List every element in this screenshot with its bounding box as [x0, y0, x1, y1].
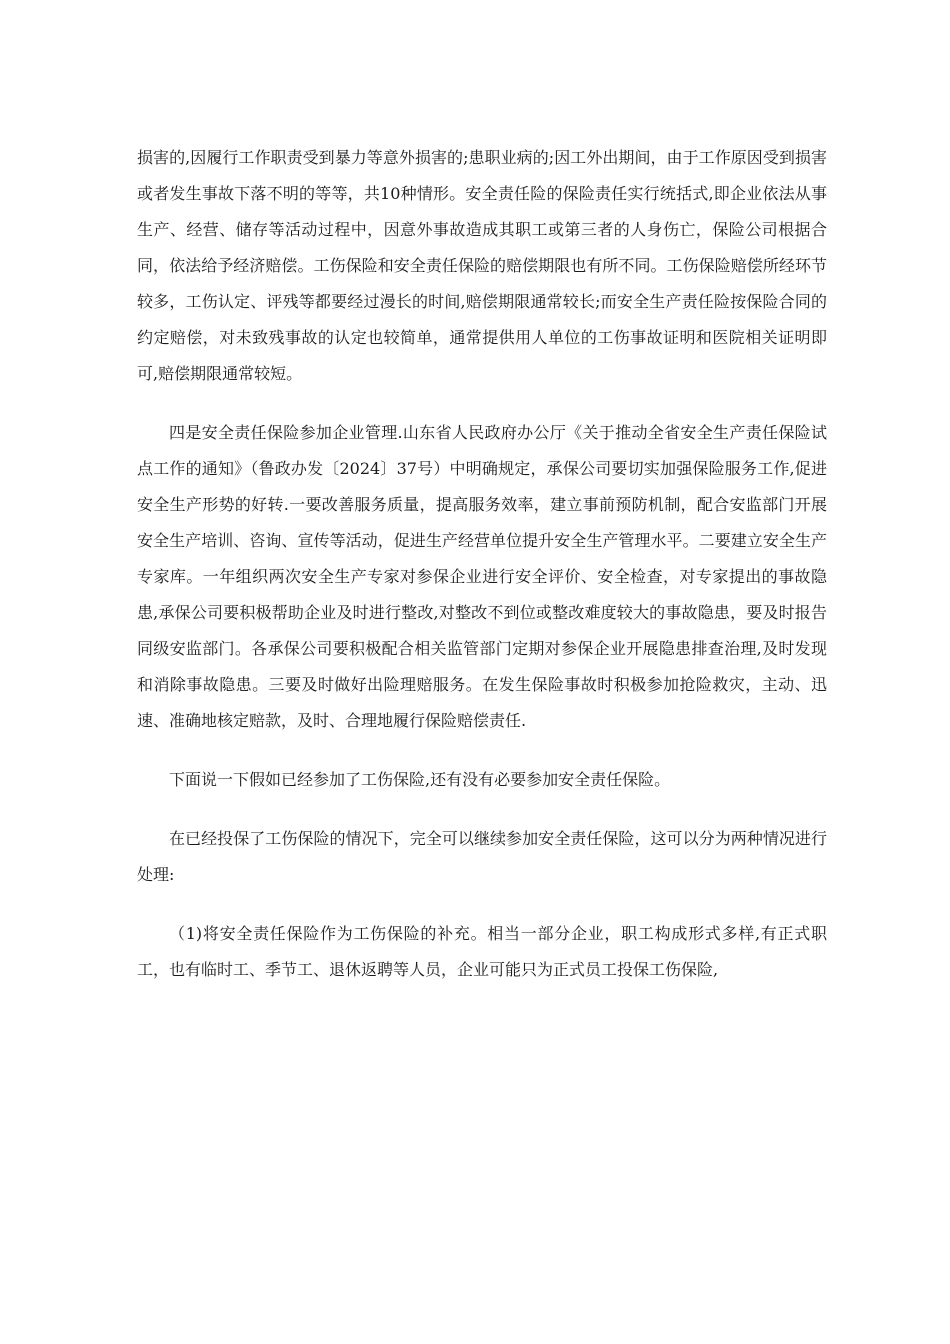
paragraph-4: 在已经投保了工伤保险的情况下，完全可以继续参加安全责任保险，这可以分为两种情况进行处理: [137, 829, 827, 884]
paragraph-5: （1)将安全责任保险作为工伤保险的补充。相当一部分企业，职工构成形式多样,有正式职工，也有临时工、季节工、退休返聘等人员，企业可能只为正式员工投保工伤保险, [137, 924, 827, 979]
paragraph-2: 四是安全责任保险参加企业管理.山东省人民政府办公厅《关于推动全省安全生产责任保险试点工作的通知》（鲁政办发〔2024〕37号）中明确规定，承保公司要切实加强保险服务工作,促进安全生产形势的好转.一要改善服务质量，提高服务效率，建立事前预防机制，配合安监部门开展安全生产培训、咨询、宣传等活动，促进生产经营单位提升安全生产管理水平。二要建立安全生产专家库。一年组织两次安全生产专家对参保企业进行安全评价、安全检查，对专家提出的事故隐患,承保公司要积极帮助企业及时进行整改,对整改不到位或整改难度较大的事故隐患，要及时报告同级安监部门。各承保公司要积极配合相关监管部门定期对参保企业开展隐患排查治理,及时发现和消除事故隐患。三要及时做好出险理赔服务。在发生保险事故时积极参加抢险救灾，主动、迅速、准确地核定赔款，及时、合理地履行保险赔偿责任. [137, 423, 827, 730]
paragraph-3: 下面说一下假如已经参加了工伤保险,还有没有必要参加安全责任保险。 [169, 770, 671, 789]
paragraph-1: 损害的,因履行工作职责受到暴力等意外损害的;患职业病的;因工外出期间，由于工作原因受到损害或者发生事故下落不明的等等，共10种情形。安全责任险的保险责任实行统括式,即企业依法从事生产、经营、储存等活动过程中，因意外事故造成其职工或第三者的人身伤亡，保险公司根据合同，依法给予经济赔偿。工伤保险和安全责任保险的赔偿期限也有所不同。工伤保险赔偿所经环节较多，工伤认定、评残等都要经过漫长的时间,赔偿期限通常较长;而安全生产责任险按保险合同的约定赔偿，对未致残事故的认定也较简单，通常提供用人单位的工伤事故证明和医院相关证明即可,赔偿期限通常较短。 [137, 148, 827, 383]
document-body [137, 140, 827, 1007]
